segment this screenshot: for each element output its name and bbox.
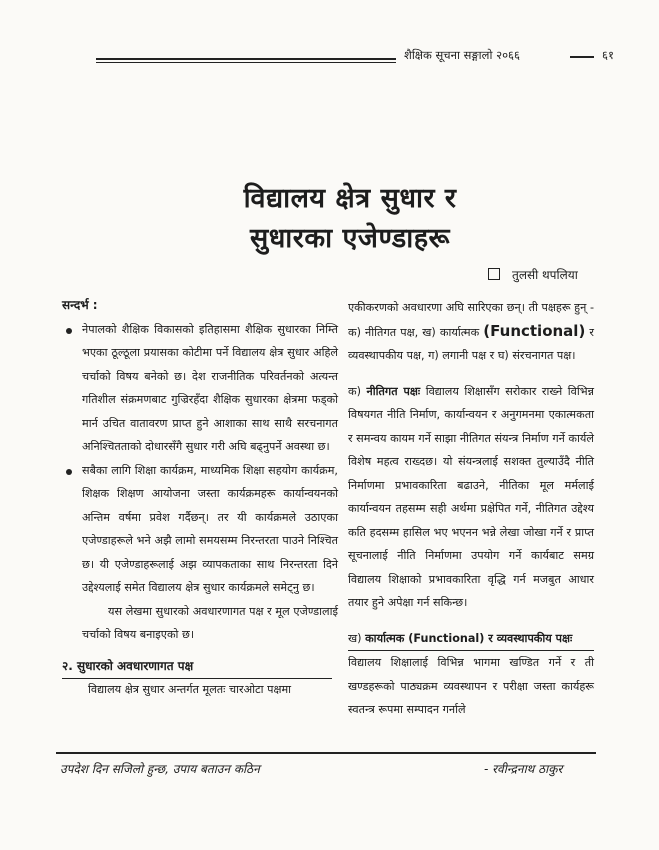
page-number: ६१: [602, 48, 614, 62]
footer-rule: [56, 752, 596, 754]
functional-aspect-label: कार्यात्मक (Functional) र व्यवस्थापकीय पक्षः: [365, 631, 573, 645]
checkbox-square-icon: [488, 268, 500, 280]
section-2-heading: [62, 655, 338, 679]
running-header: [96, 44, 616, 64]
section-2-heading-text: २. सुधारको अवधारणागत पक्ष: [62, 658, 194, 673]
article-scope-paragraph: यस लेखमा सुधारको अवधारणागत पक्ष र मूल एजेण्डालाई चर्चाको विषय बनाइएको छ।: [82, 604, 338, 641]
header-rule: [96, 58, 396, 63]
right-column: [348, 296, 594, 722]
policy-aspect-label: नीतिगत पक्षः: [366, 384, 421, 398]
context-bullet-2: सबैका लागि शिक्षा कार्यक्रम, माध्यमिक शिक्षा सहयोग कार्यक्रम, शिक्षक शिक्षण आयोजना जस्ता कार्यक्रमहरू कार्यान्वयनको अन्तिम वर्षमा प्रवेश गर्दैछन्। तर यी कार्यक्रमले उठाएका एजेण्डाहरूले भने अझै लामो समयसम्म निरन्तरता पाउने निश्चित छ। यी एजेण्डाहरूलाई अझ व्यापकताका साथ निरन्तरता दिने उद्देश्यलाई समेत विद्यालय क्षेत्र सुधार कार्यक्रमले समेट्नु छ।: [62, 459, 338, 600]
functional-aspect-text: विद्यालय शिक्षालाई विभिन्न भागमा खण्डित गर्ने र ती खण्डहरूको पाठ्यक्रम व्यवस्थापन र परीक्षा जस्ता कार्यहरू स्वतन्त्र रूपमा सम्पादन गर्नाले: [348, 656, 594, 716]
section-2-underline: [62, 678, 332, 679]
intro-text-2: र व्यवस्थापकीय पक्ष, ग) लगानी पक्ष र घ) संरचनागत पक्ष।: [348, 325, 594, 362]
header-dash: [570, 56, 594, 58]
policy-aspect-text: विद्यालय शिक्षासँग सरोकार राख्ने विभिन्न विषयगत नीति निर्माण, कार्यान्वयन र अनुगमनमा एकात्मकता र समन्वय कायम गर्ने साझा नीतिगत संयन्त्र निर्माण गर्ने कार्यले विशेष महत्व राख्दछ। यो संयन्त्रलाई सशक्त तुल्याउँदै नीति निर्माणमा प्रभावकारिता बढाउने, नीतिका मूल मर्मलाई कार्यान्वयन तहसम्म सही अर्थमा प्रक्षेपित गर्ने, नीतिगत उद्देश्य कति हदसम्म हासिल भए भएनन भन्ने लेखा जोखा गर्ने र प्राप्त सूचनालाई नीति निर्माणमा उपयोग गर्ने कार्यबाट समग्र विद्यालय शिक्षाको प्रभावकारिता वृद्धि गर्न मजबुत आधार तयार हुने अपेक्षा गर्न सकिन्छ।: [348, 384, 594, 609]
functional-aspect-item: [348, 627, 594, 722]
left-column: [62, 290, 338, 702]
policy-aspect-item: [348, 380, 594, 615]
item-ka-marker: क): [348, 384, 361, 398]
article-title-line-2: सुधारका एजेण्डाहरू: [249, 223, 451, 254]
context-bullet-1: नेपालको शैक्षिक विकासको इतिहासमा शैक्षिक सुधारका निम्ति भएका ठूल्ठूला प्रयासका कोटीमा पर्ने विद्यालय क्षेत्र सुधार अहिले चर्चाको विषय बनेको छ। देश राजनीतिक परिवर्तनको अत्यन्त गतिशील संक्रमणबाट गुज्रिरहँदा शैक्षिक सुधारका क्षेत्रमा फड्को मार्न उचित वातावरण प्राप्त हुने आशाका साथ साथै सरचनागत अनिश्चितताको दोधारसँगै सुधार गरी अघि बढ्नुपर्ने अवस्था छ।: [62, 318, 338, 459]
author-name: तुलसी थपलिया: [512, 268, 578, 282]
item-kha-marker: ख): [348, 631, 362, 645]
functional-term: (Functional): [483, 321, 586, 340]
intro-continuation: [348, 296, 594, 368]
section-2-paragraph: विद्यालय क्षेत्र सुधार अन्तर्गत मूलतः चारओटा पक्षमा: [88, 683, 292, 696]
author-byline: [488, 266, 578, 283]
functional-aspect-rule: [348, 650, 594, 651]
intro-text-1: एकीकरणको अवधारणा अघि सारिएका छन्। ती पक्षहरू हुन् - क) नीतिगत पक्ष, ख) कार्यात्मक: [348, 301, 594, 339]
article-title-line-1: विद्यालय क्षेत्र सुधार र: [243, 183, 457, 214]
footer-attribution: - रवीन्द्रनाथ ठाकुर: [484, 762, 563, 776]
context-heading: सन्दर्भ :: [62, 298, 98, 312]
footer-quote: उपदेश दिन सजिलो हुन्छ, उपाय बताउन कठिन: [60, 762, 260, 776]
publication-title: शैक्षिक सूचना सङ्गालो २०६६: [404, 48, 521, 62]
